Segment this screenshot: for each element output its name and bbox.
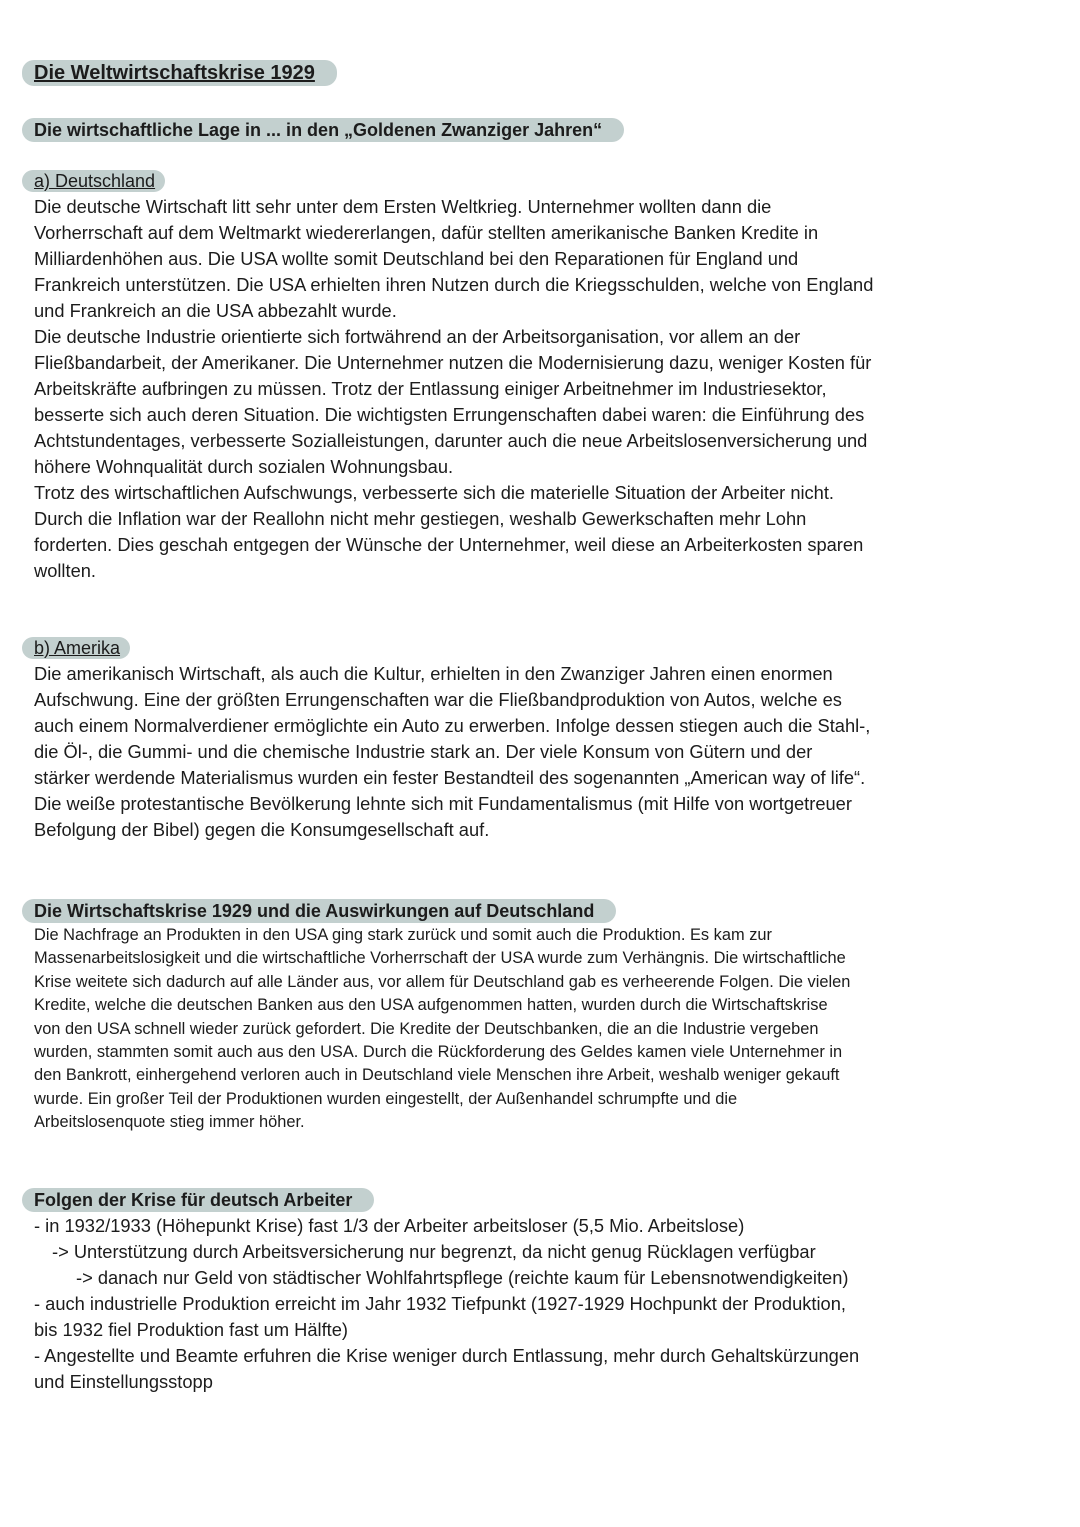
- text-line: Die deutsche Industrie orientierte sich fortwährend an der Arbeitsorganisation, vor allem an der: [34, 326, 801, 347]
- list-item: - auch industrielle Produktion erreicht im Jahr 1932 Tiefpunkt (1927-1929 Hochpunkt der Produktion,: [34, 1293, 846, 1314]
- text-line: Achtstundentages, verbesserte Sozialleistungen, darunter auch die neue Arbeitslosenversicherung und: [34, 430, 868, 451]
- text-line: wurden, stammten somit auch aus den USA. Durch die Rückforderung des Geldes kamen viele Unternehmer in: [34, 1043, 843, 1062]
- section-heading-consequences: Folgen der Krise für deutsch Arbeiter: [22, 1188, 374, 1212]
- list-item: und Einstellungsstopp: [34, 1371, 213, 1392]
- text-line: forderten. Dies geschah entgegen der Wünsche der Unternehmer, weil diese an Arbeiterkosten sparen: [34, 534, 864, 555]
- text-line: Die deutsche Wirtschaft litt sehr unter dem Ersten Weltkrieg. Unternehmer wollten dann die: [34, 196, 772, 217]
- paragraph-amerika: [34, 661, 1044, 843]
- list-item: - in 1932/1933 (Höhepunkt Krise) fast 1/3 der Arbeiter arbeitsloser (5,5 Mio. Arbeitslose): [34, 1215, 745, 1236]
- text-line: Befolgung der Bibel) gegen die Konsumgesellschaft auf.: [34, 819, 490, 840]
- text-line: Die amerikanisch Wirtschaft, als auch die Kultur, erhielten in den Zwanziger Jahren einen enormen: [34, 663, 833, 684]
- text-line: Trotz des wirtschaftlichen Aufschwungs, verbesserte sich die materielle Situation der Arbeiter nicht.: [34, 482, 835, 503]
- text-line: Arbeitslosenquote stieg immer höher.: [34, 1113, 305, 1132]
- paragraph-crisis: [34, 924, 1044, 1135]
- section-heading-crisis-1929: Die Wirtschaftskrise 1929 und die Auswirkungen auf Deutschland: [22, 899, 616, 923]
- text-line: Milliardenhöhen aus. Die USA wollte somit Deutschland bei den Reparationen für England und: [34, 248, 799, 269]
- list-item: -> Unterstützung durch Arbeitsversicherung nur begrenzt, da nicht genug Rücklagen verfügbar: [52, 1241, 816, 1262]
- text-line: und Frankreich an die USA abbezahlt wurde.: [34, 300, 397, 321]
- paragraph-deutschland: [34, 194, 1044, 584]
- text-line: Kredite, welche die deutschen Banken aus den USA aufgenommen hatten, wurden durch die Wirtschaftskrise: [34, 996, 828, 1015]
- text-line: den Bankrott, einhergehend verloren auch in Deutschland viele Menschen ihre Arbeit, weshalb weniger gekauft: [34, 1066, 840, 1085]
- text-line: Frankreich unterstützen. Die USA erhielten ihren Nutzen durch die Kriegsschulden, welche von England: [34, 274, 874, 295]
- text-line: Krise weitete sich dadurch auf alle Länder aus, vor allem für Deutschland gab es verheerende Folgen. Die vielen: [34, 972, 851, 991]
- text-line: auch einem Normalverdiener ermöglichte ein Auto zu erwerben. Infolge dessen stiegen auch die Stahl-,: [34, 715, 871, 736]
- text-line: die Öl-, die Gummi- und die chemische Industrie stark an. Der viele Konsum von Gütern und der: [34, 741, 813, 762]
- text-line: von den USA schnell wieder zurück gefordert. Die Kredite der Deutschbanken, die an die Industrie vergeben: [34, 1019, 819, 1038]
- list-item: -> danach nur Geld von städtischer Wohlfahrtspflege (reichte kaum für Lebensnotwendigkeiten): [76, 1267, 849, 1288]
- document-title: Die Weltwirtschaftskrise 1929: [22, 60, 337, 86]
- list-item: - Angestellte und Beamte erfuhren die Krise weniger durch Entlassung, mehr durch Gehaltskürzungen: [34, 1345, 860, 1366]
- section-heading-golden-twenties: Die wirtschaftliche Lage in ... in den „Goldenen Zwanziger Jahren“: [22, 118, 624, 142]
- subheading-amerika: b) Amerika: [22, 637, 130, 659]
- consequences-list: [34, 1213, 1044, 1395]
- text-line: besserte sich auch deren Situation. Die wichtigsten Errungenschaften dabei waren: die Einführung des: [34, 404, 865, 425]
- text-line: stärker werdende Materialismus wurden ein fester Bestandteil des sogenannten „American way of life“.: [34, 767, 866, 788]
- text-line: Die weiße protestantische Bevölkerung lehnte sich mit Fundamentalismus (mit Hilfe von wortgetreuer: [34, 793, 852, 814]
- text-line: Die Nachfrage an Produkten in den USA ging stark zurück und somit auch die Produktion. Es kam zur: [34, 926, 772, 944]
- list-item: bis 1932 fiel Produktion fast um Hälfte): [34, 1319, 348, 1340]
- subheading-deutschland: a) Deutschland: [22, 170, 165, 192]
- text-line: Massenarbeitslosigkeit und die wirtschaftliche Vorherrschaft der USA wurde zum Verhängnis. Die wirtschaftliche: [34, 949, 846, 968]
- text-line: Arbeitskräfte aufbringen zu müssen. Trotz der Entlassung einiger Arbeitnehmer im Industriesektor,: [34, 378, 827, 399]
- text-line: Fließbandarbeit, der Amerikaner. Die Unternehmer nutzen die Modernisierung dazu, weniger Kosten für: [34, 352, 872, 373]
- text-line: höhere Wohnqualität durch sozialen Wohnungsbau.: [34, 456, 454, 477]
- text-line: Vorherrschaft auf dem Weltmarkt wiedererlangen, dafür stellten amerikanische Banken Kredite in: [34, 222, 819, 243]
- text-line: wollten.: [34, 560, 96, 581]
- text-line: Durch die Inflation war der Reallohn nicht mehr gestiegen, weshalb Gewerkschaften mehr Lohn: [34, 508, 807, 529]
- text-line: wurde. Ein großer Teil der Produktionen wurden eingestellt, der Außenhandel schrumpfte und die: [34, 1089, 738, 1108]
- text-line: Aufschwung. Eine der größten Errungenschaften war die Fließbandproduktion von Autos, welche es: [34, 689, 842, 710]
